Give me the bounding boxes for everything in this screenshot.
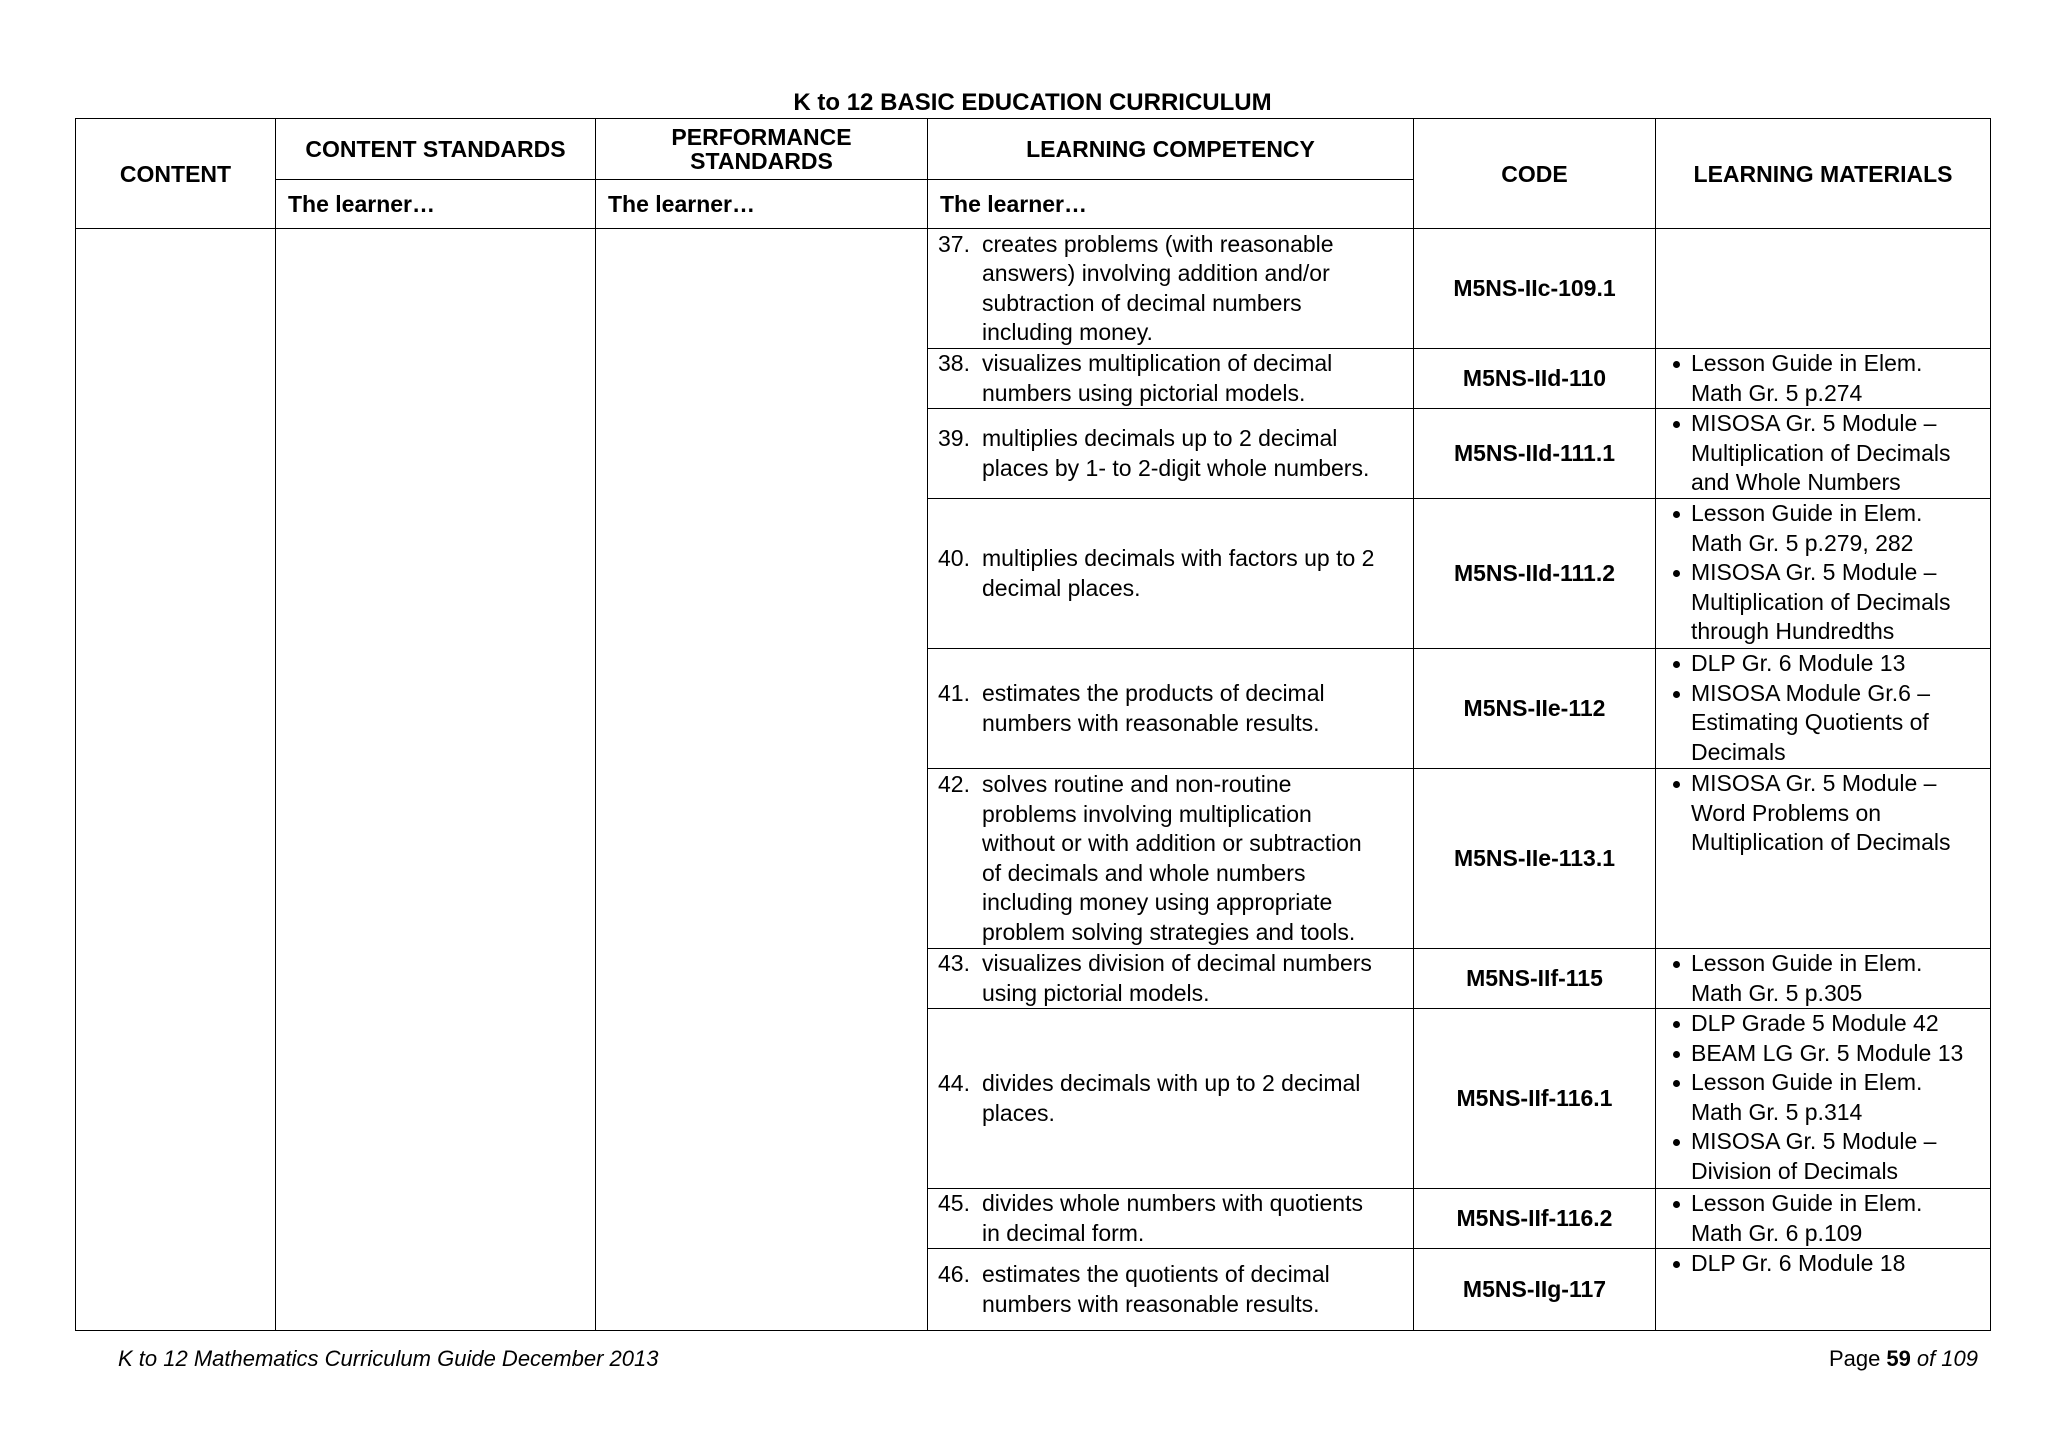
materials-cell — [1656, 769, 1991, 949]
material-text: DLP Grade 5 Module 42 — [1691, 1010, 1939, 1036]
code-cell: M5NS-IId-111.1 — [1414, 409, 1656, 499]
bullet-icon — [1670, 1039, 1691, 1069]
header-performance-standards: PERFORMANCE STANDARDS — [596, 119, 928, 180]
subheader-performance-standards: The learner… — [596, 180, 928, 229]
bullet-icon — [1670, 679, 1691, 768]
code-cell: M5NS-IIf-116.2 — [1414, 1189, 1656, 1249]
materials-cell — [1656, 949, 1991, 1009]
table-header — [76, 119, 1991, 229]
competency-number: 38. — [938, 350, 970, 376]
competency-cell — [928, 499, 1414, 649]
code-cell: M5NS-IIc-109.1 — [1414, 229, 1656, 349]
competency-number: 45. — [938, 1190, 970, 1216]
bullet-icon — [1670, 769, 1691, 858]
code-cell: M5NS-IIf-115 — [1414, 949, 1656, 1009]
footer-page-indicator — [1829, 1344, 1978, 1374]
footer-guide-title: K to 12 Mathematics Curriculum Guide December 2013 — [118, 1346, 659, 1371]
competency-cell — [928, 1009, 1414, 1189]
competency-cell — [928, 949, 1414, 1009]
competency-item — [928, 544, 1413, 603]
material-text: MISOSA Module Gr.6 – Estimating Quotients of Decimals — [1691, 679, 1931, 765]
code-cell: M5NS-IIe-112 — [1414, 649, 1656, 769]
table-body — [76, 229, 1991, 1331]
competency-cell — [928, 649, 1414, 769]
competency-text: multiplies decimals with factors up to 2 decimal places. — [982, 545, 1375, 601]
competency-text: estimates the quotients of decimal numbers with reasonable results. — [982, 1261, 1330, 1317]
competency-text: divides decimals with up to 2 decimal places. — [982, 1070, 1361, 1126]
material-list-item — [1656, 769, 1990, 858]
bullet-icon — [1670, 1009, 1691, 1039]
header-content: CONTENT — [76, 119, 276, 229]
code-cell: M5NS-IIf-116.1 — [1414, 1009, 1656, 1189]
table-row — [76, 229, 1991, 349]
bullet-icon — [1670, 1189, 1691, 1248]
material-text: MISOSA Gr. 5 Module – Multiplication of Decimals through Hundredths — [1691, 559, 1951, 644]
bullet-icon — [1670, 409, 1691, 498]
competency-cell — [928, 229, 1414, 349]
competency-number: 41. — [938, 680, 970, 706]
content-cell — [76, 229, 276, 1331]
material-text: Lesson Guide in Elem. Math Gr. 6 p.109 — [1691, 1190, 1923, 1246]
content-standards-cell — [276, 229, 596, 1331]
bullet-icon — [1670, 499, 1691, 558]
competency-item — [928, 230, 1413, 348]
competency-item — [928, 770, 1413, 947]
material-text: DLP Gr. 6 Module 18 — [1691, 1250, 1906, 1276]
header-code: CODE — [1414, 119, 1656, 229]
competency-cell — [928, 769, 1414, 949]
material-text: MISOSA Gr. 5 Module – Division of Decimals — [1691, 1128, 1937, 1184]
material-list-item — [1656, 949, 1990, 1008]
materials-cell — [1656, 1249, 1991, 1331]
competency-text: visualizes division of decimal numbers using pictorial models. — [982, 950, 1372, 1006]
material-text: BEAM LG Gr. 5 Module 13 — [1691, 1039, 1964, 1066]
competency-number: 44. — [938, 1070, 970, 1096]
materials-cell — [1656, 1009, 1991, 1189]
competency-item — [928, 349, 1413, 408]
materials-cell — [1656, 229, 1991, 349]
material-list-item — [1656, 499, 1990, 558]
material-text: Lesson Guide in Elem. Math Gr. 5 p.279, 282 — [1691, 500, 1923, 556]
subheader-learning-competency: The learner… — [928, 180, 1414, 229]
competency-number: 43. — [938, 950, 970, 976]
competency-text: creates problems (with reasonable answers) involving addition and/or subtraction of decimal numbers including money. — [982, 230, 1334, 345]
competency-number: 40. — [938, 545, 970, 571]
material-list-item — [1656, 649, 1990, 679]
competency-cell — [928, 409, 1414, 499]
material-list-item — [1656, 1009, 1990, 1039]
competency-cell — [928, 1189, 1414, 1249]
material-list-item — [1656, 1127, 1990, 1186]
competency-text: solves routine and non-routine problems involving multiplication without or with addition or subtraction of decimals and whole numbers including money using appropriate problem solving strategies and tools. — [982, 771, 1362, 945]
competency-item — [928, 1260, 1413, 1319]
competency-text: divides whole numbers with quotients in decimal form. — [982, 1190, 1363, 1246]
competency-number: 39. — [938, 425, 970, 451]
code-cell: M5NS-IId-110 — [1414, 349, 1656, 409]
competency-item — [928, 1189, 1413, 1248]
materials-cell — [1656, 1189, 1991, 1249]
competency-number: 42. — [938, 771, 970, 797]
header-row — [76, 119, 1991, 180]
material-text: DLP Gr. 6 Module 13 — [1691, 650, 1906, 676]
bullet-icon — [1670, 1127, 1691, 1186]
footer-page-number: 59 — [1886, 1346, 1911, 1371]
competency-number: 37. — [938, 230, 970, 257]
material-list-item — [1656, 1068, 1990, 1127]
material-list-item — [1656, 679, 1990, 768]
material-text: Lesson Guide in Elem. Math Gr. 5 p.274 — [1691, 350, 1923, 406]
competency-item — [928, 949, 1413, 1008]
subheader-content-standards: The learner… — [276, 180, 596, 229]
material-text: Lesson Guide in Elem. Math Gr. 5 p.305 — [1691, 950, 1923, 1006]
competency-item — [928, 424, 1413, 483]
competency-text: multiplies decimals up to 2 decimal places by 1- to 2-digit whole numbers. — [982, 425, 1370, 481]
materials-cell — [1656, 649, 1991, 769]
materials-cell — [1656, 349, 1991, 409]
code-cell: M5NS-IIe-113.1 — [1414, 769, 1656, 949]
header-learning-competency: LEARNING COMPETENCY — [928, 119, 1414, 180]
competency-cell — [928, 1249, 1414, 1331]
competency-item — [928, 679, 1413, 738]
bullet-icon — [1670, 949, 1691, 1008]
performance-standards-cell — [596, 229, 928, 1331]
competency-text: visualizes multiplication of decimal numbers using pictorial models. — [982, 350, 1333, 406]
footer-page-total: of 109 — [1916, 1346, 1978, 1371]
materials-cell — [1656, 409, 1991, 499]
code-cell: M5NS-IId-111.2 — [1414, 499, 1656, 649]
header-learning-materials: LEARNING MATERIALS — [1656, 119, 1991, 229]
header-content-standards: CONTENT STANDARDS — [276, 119, 596, 180]
material-list-item — [1656, 349, 1990, 408]
bullet-icon — [1670, 1249, 1691, 1279]
page-title: K to 12 BASIC EDUCATION CURRICULUM — [793, 89, 1272, 116]
material-list-item — [1656, 409, 1990, 498]
material-list-item — [1656, 1039, 1990, 1069]
material-text: MISOSA Gr. 5 Module – Multiplication of Decimals and Whole Numbers — [1691, 410, 1951, 495]
material-text: MISOSA Gr. 5 Module – Word Problems on Multiplication of Decimals — [1691, 770, 1951, 855]
competency-cell — [928, 349, 1414, 409]
material-list-item — [1656, 1189, 1990, 1248]
competency-text: estimates the products of decimal numbers with reasonable results. — [982, 680, 1325, 736]
material-list-item — [1656, 558, 1990, 647]
competency-number: 46. — [938, 1261, 970, 1287]
curriculum-table — [75, 118, 1991, 1331]
footer-page-label: Page — [1828, 1346, 1881, 1371]
bullet-icon — [1670, 649, 1691, 679]
bullet-icon — [1670, 558, 1691, 647]
competency-item — [928, 1069, 1413, 1128]
bullet-icon — [1670, 349, 1691, 408]
material-list-item — [1656, 1249, 1990, 1279]
materials-cell — [1656, 499, 1991, 649]
material-text: Lesson Guide in Elem. Math Gr. 5 p.314 — [1691, 1069, 1923, 1125]
bullet-icon — [1670, 1068, 1691, 1127]
code-cell: M5NS-IIg-117 — [1414, 1249, 1656, 1331]
